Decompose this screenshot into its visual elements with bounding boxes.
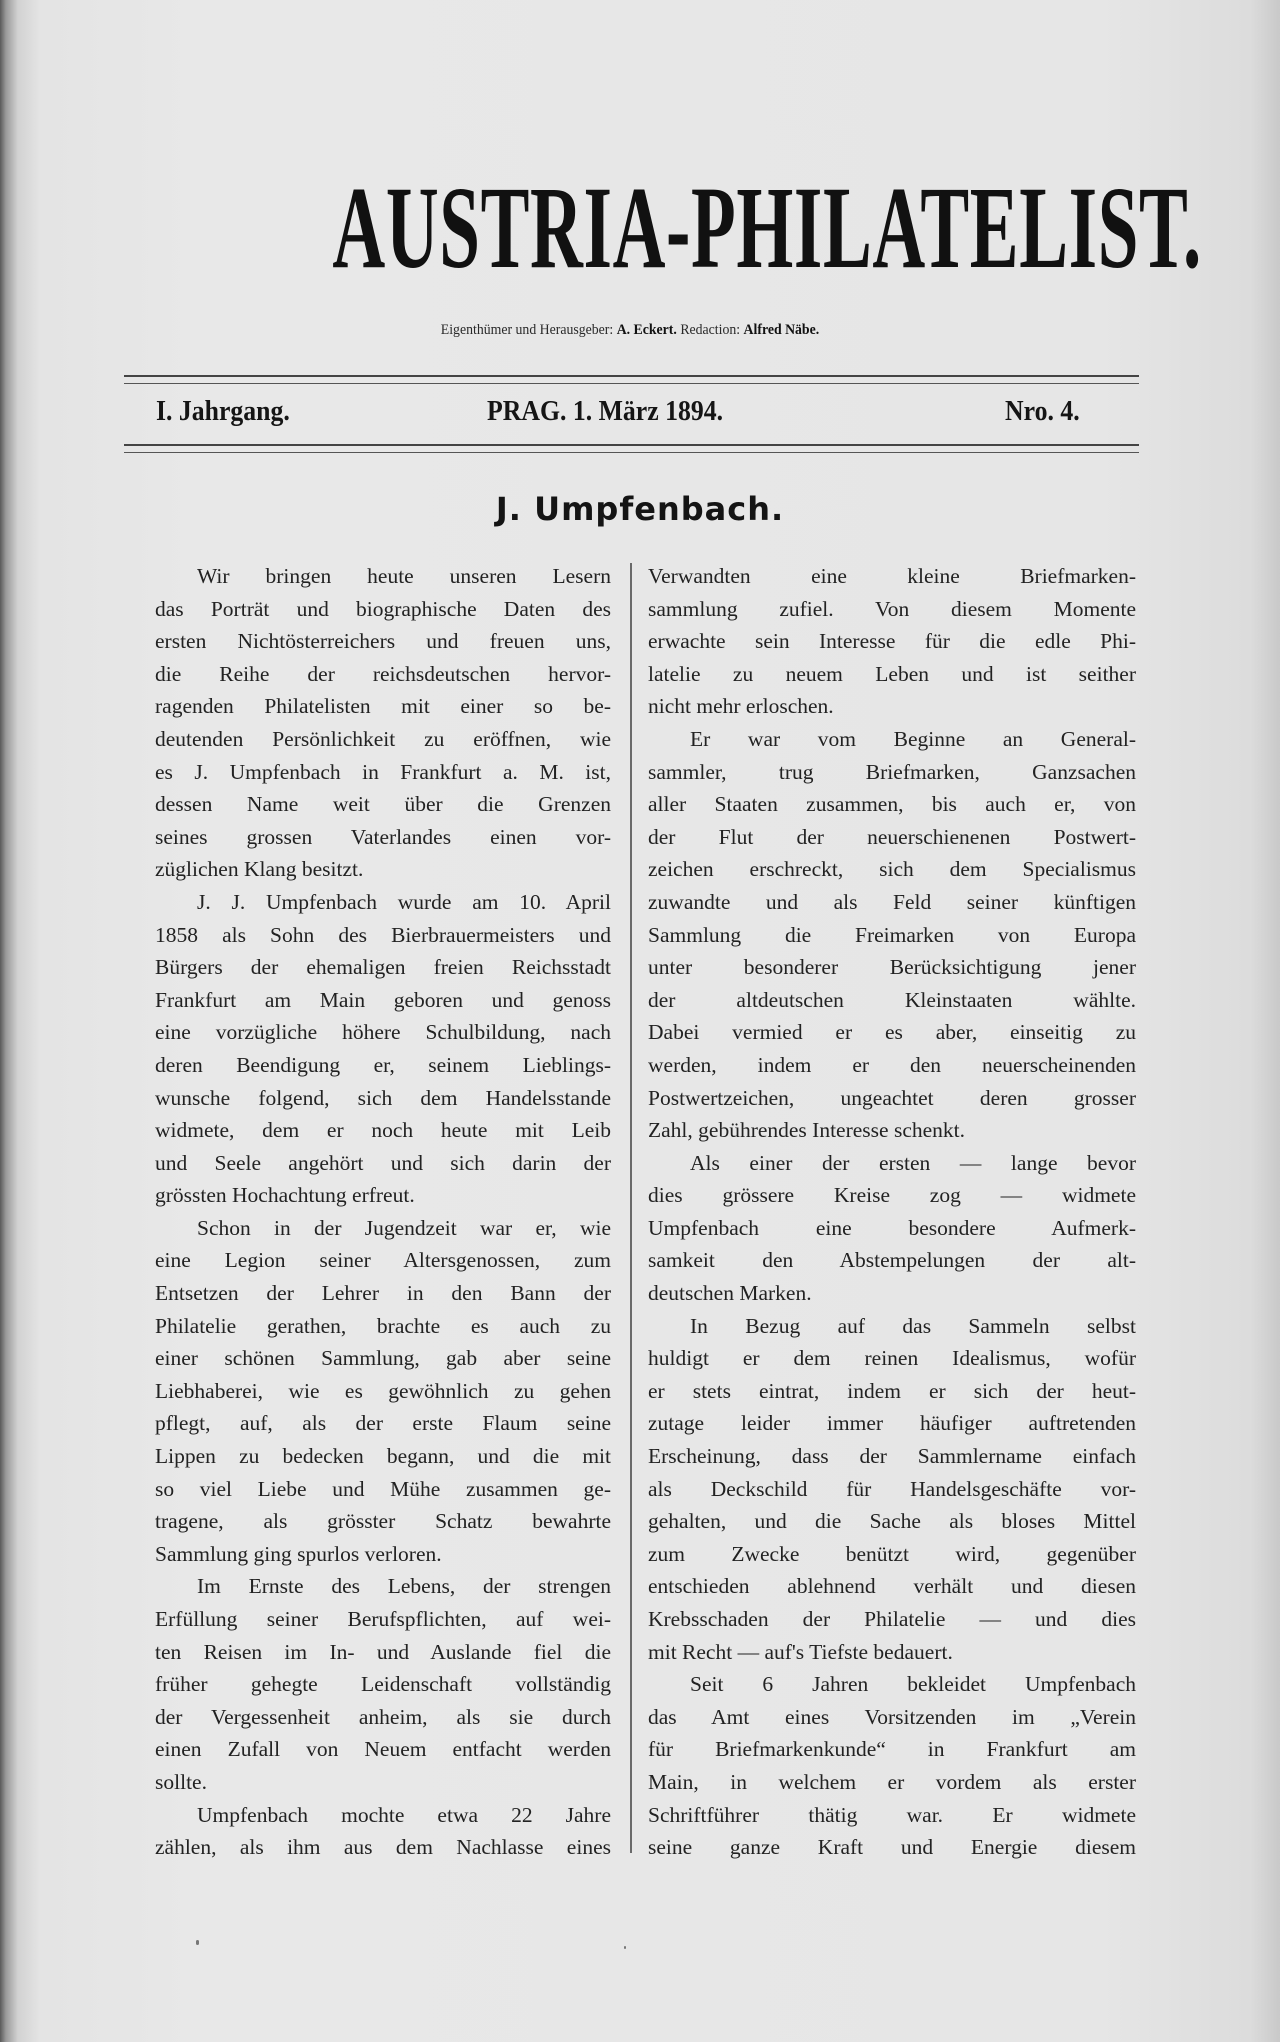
article-title: J. Umpfenbach. xyxy=(495,490,785,528)
text-line: unter besonderer Berücksichtigung jener xyxy=(648,955,1136,980)
text-line: der altdeutschen Kleinstaaten wählte. xyxy=(648,987,1136,1012)
text-line: Er war vom Beginne an General- xyxy=(690,726,1136,751)
text-line: J. J. Umpfenbach wurde am 10. April xyxy=(197,889,611,914)
text-line: erwachte sein Interesse für die edle Phi- xyxy=(648,629,1136,654)
text-line: deutschen Marken. xyxy=(648,1281,812,1306)
text-line: Zahl, gebührendes Interesse schenkt. xyxy=(648,1118,966,1143)
text-line: latelie zu neuem Leben und ist seither xyxy=(648,661,1136,686)
issue-volume: I. Jahrgang. xyxy=(156,396,290,427)
text-line: Im Ernste des Lebens, der strengen xyxy=(197,1574,611,1599)
article-paragraph xyxy=(155,1799,611,1864)
imprint-label-editor: Redaction: xyxy=(680,322,741,338)
article-paragraph xyxy=(155,886,611,1212)
header-rule-top xyxy=(124,375,1139,384)
text-line: zeichen erschreckt, sich dem Specialismus xyxy=(648,857,1136,882)
article-paragraph xyxy=(648,1310,1136,1669)
text-line: Sammlung ging spurlos verloren. xyxy=(155,1541,442,1566)
text-line: Wir bringen heute unseren Lesern xyxy=(197,564,611,588)
text-line: Liebhaberei, wie es gewöhnlich zu gehen xyxy=(155,1378,611,1403)
text-line: Sammlung die Freimarken von Europa xyxy=(648,922,1136,947)
text-line: deren Beendigung er, seinem Lieblings- xyxy=(155,1052,611,1077)
text-line: ersten Nichtösterreichers und freuen uns, xyxy=(155,629,611,654)
text-line: Verwandten eine kleine Briefmarken- xyxy=(648,564,1136,588)
text-line: nicht mehr erloschen. xyxy=(648,694,834,719)
text-line: zuwandte und als Feld seiner künftigen xyxy=(648,889,1136,914)
text-line: aller Staaten zusammen, bis auch er, von xyxy=(648,792,1136,817)
text-line: ragenden Philatelisten mit einer so be- xyxy=(155,694,611,719)
article-paragraph xyxy=(648,560,1136,723)
text-line: es J. Umpfenbach in Frankfurt a. M. ist, xyxy=(155,759,611,784)
imprint-editor-name: Alfred Näbe. xyxy=(743,322,820,338)
imprint-owner-name: A. Eckert. xyxy=(616,322,677,338)
paper-speck xyxy=(624,1946,626,1949)
text-line: der Vergessenheit anheim, als sie durch xyxy=(155,1704,611,1729)
text-line: Entsetzen der Lehrer in den Bann der xyxy=(155,1281,611,1306)
text-line: sammler, trug Briefmarken, Ganzsachen xyxy=(648,759,1136,784)
text-line: eine vorzügliche höhere Schulbildung, nach xyxy=(155,1020,611,1045)
text-line: Schriftführer thätig war. Er widmete xyxy=(648,1802,1136,1827)
text-line: Krebsschaden der Philatelie — und dies xyxy=(648,1607,1136,1631)
issue-place-date: PRAG. 1. März 1894. xyxy=(487,396,724,427)
imprint-label-owner: Eigenthümer und Herausgeber: xyxy=(440,322,614,338)
text-line: Dabei vermied er es aber, einseitig zu xyxy=(648,1020,1136,1045)
header-rule-bottom xyxy=(124,444,1139,453)
text-line: samkeit den Abstempelungen der alt- xyxy=(648,1248,1136,1273)
text-line: seines grossen Vaterlandes einen vor- xyxy=(155,824,611,849)
text-line: huldigt er dem reinen Idealismus, wofür xyxy=(648,1346,1136,1371)
text-line: für Briefmarkenkunde“ in Frankfurt am xyxy=(648,1737,1136,1762)
text-line: Main, in welchem er vordem als erster xyxy=(648,1769,1136,1794)
text-line: sammlung zufiel. Von diesem Momente xyxy=(648,596,1136,621)
text-line: widmete, dem er noch heute mit Leib xyxy=(155,1118,611,1143)
text-line: wunsche folgend, sich dem Handelsstande xyxy=(155,1085,611,1110)
text-line: Frankfurt am Main geboren und genoss xyxy=(155,987,611,1012)
column-divider xyxy=(630,563,632,1853)
text-line: In Bezug auf das Sammeln selbst xyxy=(690,1313,1136,1338)
text-line: zutage leider immer häufiger auftretenden xyxy=(648,1411,1136,1436)
text-line: ten Reisen im In- und Auslande fiel die xyxy=(155,1639,611,1664)
text-line: Umpfenbach eine besondere Aufmerk- xyxy=(648,1215,1136,1240)
text-line: Postwertzeichen, ungeachtet deren grosser xyxy=(648,1085,1136,1110)
text-line: die Reihe der reichsdeutschen hervor- xyxy=(155,661,611,686)
text-line: als Deckschild für Handelsgeschäfte vor- xyxy=(648,1476,1136,1501)
article-paragraph xyxy=(648,1668,1136,1864)
text-line: zum Zwecke benützt wird, gegenüber xyxy=(648,1541,1136,1566)
text-line: und Seele angehört und sich darin der xyxy=(155,1150,611,1175)
masthead xyxy=(150,162,1202,293)
article-paragraph xyxy=(155,1212,611,1571)
article-column-left xyxy=(155,560,611,1864)
publication-title: AUSTRIA-PHILATELIST. xyxy=(332,162,1202,293)
text-line: er stets eintrat, indem er sich der heut- xyxy=(648,1378,1136,1403)
text-line: Umpfenbach mochte etwa 22 Jahre xyxy=(197,1802,611,1827)
text-line: züglichen Klang besitzt. xyxy=(155,857,364,882)
text-line: so viel Liebe und Mühe zusammen ge- xyxy=(155,1476,611,1501)
text-line: deutenden Persönlichkeit zu eröffnen, wie xyxy=(155,726,611,751)
text-line: einer schönen Sammlung, gab aber seine xyxy=(155,1346,611,1371)
text-line: Erfüllung seiner Berufspflichten, auf wei- xyxy=(155,1607,611,1631)
imprint-line xyxy=(188,322,1071,339)
text-line: Erscheinung, dass der Sammlername einfach xyxy=(648,1444,1136,1469)
text-line: gehalten, und die Sache als bloses Mittel xyxy=(648,1509,1136,1534)
text-line: Als einer der ersten — lange bevor xyxy=(690,1150,1136,1175)
issue-line xyxy=(150,396,1105,436)
text-line: eine Legion seiner Altersgenossen, zum xyxy=(155,1248,611,1273)
article-paragraph xyxy=(155,1570,611,1798)
article-column-right xyxy=(648,560,1136,1864)
text-line: einen Zufall von Neuem entfacht werden xyxy=(155,1737,611,1762)
text-line: dies grössere Kreise zog — widmete xyxy=(648,1183,1136,1208)
text-line: tragene, als grösster Schatz bewahrte xyxy=(155,1509,611,1534)
text-line: der Flut der neuerschienenen Postwert- xyxy=(648,824,1136,849)
issue-number: Nro. 4. xyxy=(1005,396,1080,427)
text-line: sollte. xyxy=(155,1769,207,1794)
text-line: pflegt, auf, als der erste Flaum seine xyxy=(155,1411,611,1436)
article-paragraph xyxy=(648,723,1136,1147)
text-line: mit Recht — auf's Tiefste bedauert. xyxy=(648,1639,953,1664)
text-line: 1858 als Sohn des Bierbrauermeisters und xyxy=(155,922,611,947)
text-line: Schon in der Jugendzeit war er, wie xyxy=(197,1215,611,1240)
article-paragraph xyxy=(648,1147,1136,1310)
text-line: das Porträt und biographische Daten des xyxy=(155,596,611,621)
text-line: entschieden ablehnend verhält und diesen xyxy=(648,1574,1136,1599)
text-line: das Amt eines Vorsitzenden im „Verein xyxy=(648,1704,1136,1729)
paper-speck xyxy=(196,1940,199,1945)
text-line: zählen, als ihm aus dem Nachlasse eines xyxy=(155,1835,611,1860)
article-paragraph xyxy=(155,560,611,886)
text-line: grössten Hochachtung erfreut. xyxy=(155,1183,415,1208)
text-line: Lippen zu bedecken begann, und die mit xyxy=(155,1444,611,1469)
text-line: seine ganze Kraft und Energie diesem xyxy=(648,1835,1136,1860)
text-line: früher gehegte Leidenschaft vollständig xyxy=(155,1672,611,1697)
text-line: dessen Name weit über die Grenzen xyxy=(155,792,611,817)
text-line: Seit 6 Jahren bekleidet Umpfenbach xyxy=(690,1672,1136,1697)
text-line: Bürgers der ehemaligen freien Reichsstadt xyxy=(155,955,611,980)
text-line: werden, indem er den neuerscheinenden xyxy=(648,1052,1136,1077)
text-line: Philatelie gerathen, brachte es auch zu xyxy=(155,1313,611,1338)
